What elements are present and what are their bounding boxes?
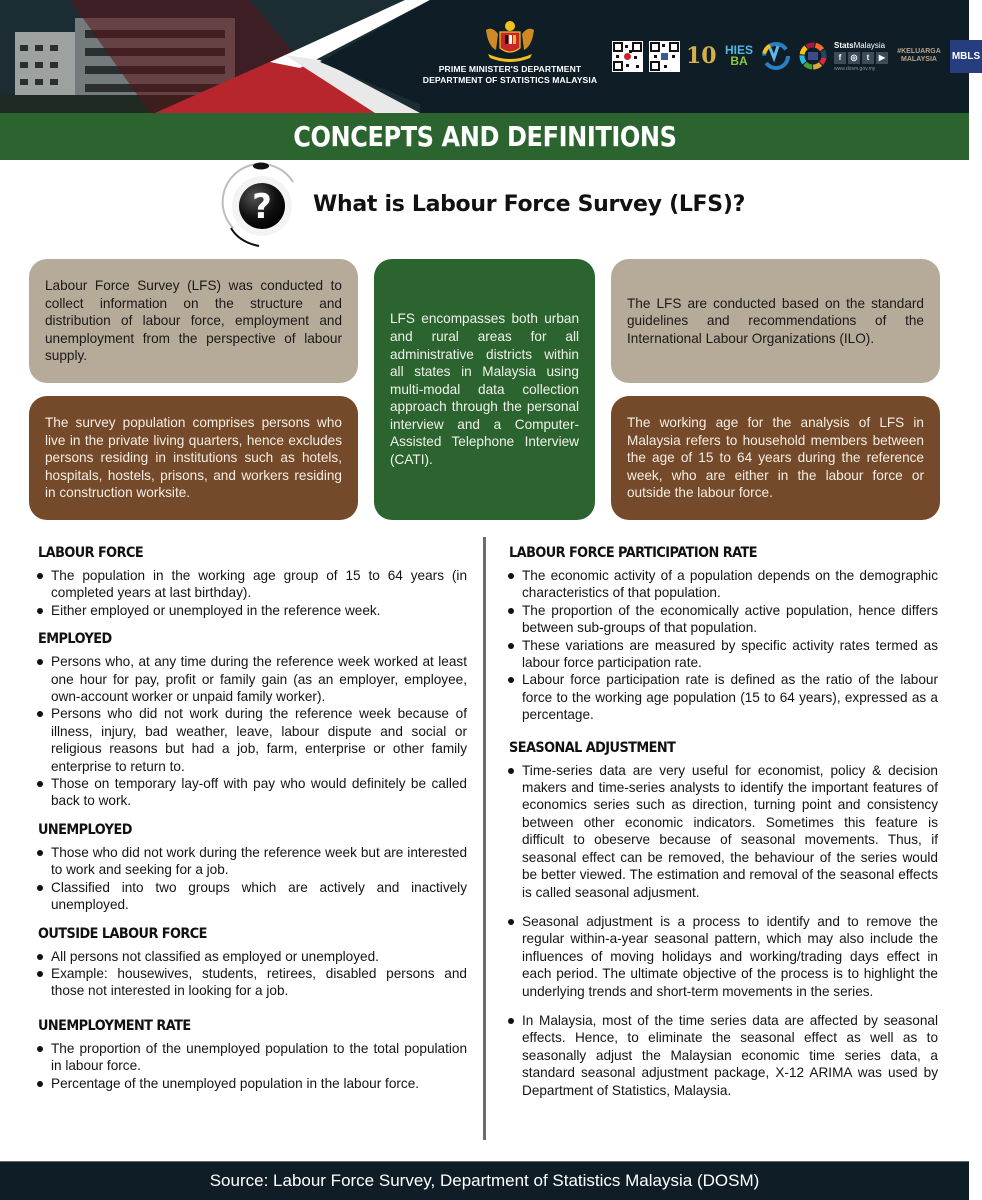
hies-label: HIES [724, 43, 753, 57]
partner-logos [612, 38, 982, 74]
section-labour-force-participation-rate [506, 545, 938, 724]
svg-text:?: ? [252, 187, 272, 227]
info-card-working-age [611, 396, 940, 520]
title-bar [0, 113, 969, 160]
hies-ba-logo [724, 45, 754, 67]
section-seasonal-adjustment [506, 740, 938, 1099]
list-item: Those on temporary lay-off with pay who would definitely be called back to work. [35, 775, 467, 810]
ba-label: BA [730, 54, 748, 68]
dosm-10-anniversary-logo: 10 [686, 43, 717, 69]
info-card-standards [611, 259, 940, 383]
list-item: The population in the working age group of 15 to 64 years (in completed years at last birthday). [35, 567, 467, 602]
list-item: Example: housewives, students, retirees, disabled persons and those not interested in looking for a job. [35, 965, 467, 1000]
list-item: Labour force participation rate is defined as the ratio of the labour force to the working age population (15 to 64 years), expressed as a percentage. [506, 671, 938, 723]
census-swirl-logo-icon [760, 40, 792, 72]
social-links [834, 52, 888, 64]
list-item: Time-series data are very useful for economist, policy & decision makers and time-series analysts to identify the important features of economics series such as direction, turning point and consistency between other economic indicators. Sometimes this feature is difficult to obeserve because of seasonal movements. Thus, if seasonal effect can be removed, the behaviour of the series would be better viewed. The estimation and removal of the seasonal effects is called seasonal adjusment. [506, 762, 938, 901]
info-card-population [29, 396, 358, 520]
section-title: EMPLOYED [38, 631, 112, 648]
section-labour-force [35, 545, 467, 619]
youtube-icon[interactable]: ▶ [876, 52, 888, 64]
section-unemployed [35, 822, 467, 914]
sdg-wheel-icon [798, 41, 828, 71]
section-unemployment-rate [35, 1018, 467, 1092]
twitter-icon[interactable]: t [862, 52, 874, 64]
footer-source [0, 1161, 969, 1200]
info-card-purpose [29, 259, 358, 383]
list-item: The proportion of the economically active population, hence differs between sub-groups of that population. [506, 602, 938, 637]
mbls-logo: MBLS [950, 40, 982, 73]
info-card-standards-text: The LFS are conducted based on the standard guidelines and recommendations of the International Labour Organizations (ILO). [627, 295, 924, 346]
column-divider [483, 537, 486, 1140]
list-item: All persons not classified as employed or unemployed. [35, 948, 467, 965]
department-line-1: PRIME MINISTER'S DEPARTMENT [438, 64, 582, 74]
section-title: OUTSIDE LABOUR FORCE [38, 925, 207, 942]
info-card-purpose-text: Labour Force Survey (LFS) was conducted to collect information on the structure and distribution of labour force, employment and unemployment from the perspective of labour supply. [45, 278, 342, 364]
definitions-left-column [35, 545, 467, 1104]
keluarga-malaysia-logo: #KELUARGA MALAYSIA [897, 48, 941, 63]
government-block [405, 18, 615, 86]
info-card-coverage-text: LFS encompasses both urban and rural areas for all administrative districts within all states in Malaysia using multi-modal data collection approach through the personal interview and a Computer-Assisted Telephone Interview (CATI). [390, 311, 579, 468]
section-title: LABOUR FORCE [38, 545, 144, 561]
list-item: In Malaysia, most of the time series data are affected by seasonal effects. Hence, to eliminate the seasonal effect as well as to seasonally adjust the Malaysian economic time series data, a standard seasonal adjustment package, X-12 ARIMA was used by Department of Statistics, Malaysia. [506, 1012, 938, 1099]
section-title: LABOUR FORCE PARTICIPATION RATE [509, 545, 757, 561]
list-item: Persons who did not work during the reference week because of illness, injury, bad weather, leave, labour dispute and social or religious reasons but had a job, farm, enterprise or other family enterprise to return to. [35, 705, 467, 775]
definitions-right-column [506, 545, 938, 1111]
department-line-2: DEPARTMENT OF STATISTICS MALAYSIA [422, 75, 598, 85]
list-item: The economic activity of a population depends on the demographic characteristics of that population. [506, 567, 938, 602]
malaysia-coat-of-arms-icon [478, 18, 542, 64]
section-outside-labour-force [35, 926, 467, 1000]
list-item: Percentage of the unemployed population in the labour force. [35, 1075, 467, 1092]
list-item: Either employed or unemployed in the reference week. [35, 602, 467, 619]
question-mark-icon [219, 162, 305, 248]
source-text: Source: Labour Force Survey, Department of Statistics Malaysia (DOSM) [209, 1171, 760, 1190]
list-item: Classified into two groups which are actively and inactively unemployed. [35, 879, 467, 914]
list-item: These variations are measured by specific activity rates termed as labour force participation rate. [506, 637, 938, 672]
list-item: Persons who, at any time during the reference week worked at least one hour for pay, profit or family gain (as an employer, employee, own-account worker or unpaid family worker). [35, 653, 467, 705]
info-card-coverage [374, 259, 595, 520]
facebook-icon[interactable]: f [834, 52, 846, 64]
section-title: SEASONAL ADJUSTMENT [509, 739, 676, 756]
instagram-icon[interactable]: ◎ [848, 52, 860, 64]
qr-code-facebook-icon[interactable] [649, 41, 680, 72]
stats-malaysia-block [834, 41, 888, 72]
section-title: UNEMPLOYED [38, 821, 132, 838]
stats-url[interactable]: www.dosm.gov.my [834, 65, 876, 72]
stats-malaysia-brand: StatsMalaysia [834, 40, 886, 50]
list-item: Those who did not work during the reference week but are interested to work and seeking for a job. [35, 844, 467, 879]
info-card-working-age-text: The working age for the analysis of LFS in Malaysia refers to household members between the age of 15 to 64 years during the reference week, who are either in the labour force or outside the labour force. [627, 415, 924, 501]
section-title: UNEMPLOYMENT RATE [38, 1017, 191, 1034]
info-card-population-text: The survey population comprises persons who live in the private living quarters, hence excludes persons residing in institutions such as hotels, hospitals, hostels, prisons, and workers residing in construction worksite. [45, 415, 342, 501]
list-item: The proportion of the unemployed population to the total population in labour force. [35, 1040, 467, 1075]
header-banner [0, 0, 981, 113]
page-title: CONCEPTS AND DEFINITIONS [292, 120, 677, 153]
qr-code-icon[interactable] [612, 41, 643, 72]
section-question-heading: What is Labour Force Survey (LFS)? [313, 192, 746, 217]
list-item: Seasonal adjustment is a process to identify and to remove the regular within-a-year seasonal pattern, which may also include the influences of moving holidays and working/trading days effect in each period. The ultimate objective of the process is to highlight the underlying trends and short-term movements in the series. [506, 913, 938, 1000]
section-employed [35, 631, 467, 810]
